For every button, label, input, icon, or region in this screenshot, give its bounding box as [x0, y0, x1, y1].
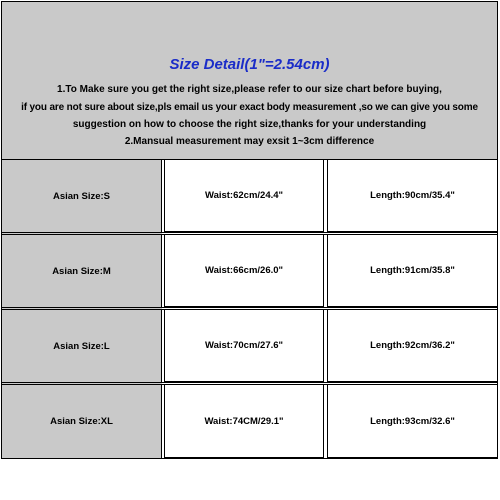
size-chart-header: [2, 2, 497, 160]
size-row: [2, 385, 497, 458]
size-note-line-4: 2.Mansual measurement may exsit 1~3cm difference: [124, 136, 375, 147]
length-cell: Length:93cm/32.6": [327, 385, 497, 458]
size-label-cell: Asian Size:L: [2, 310, 162, 382]
size-label-cell: Asian Size:XL: [2, 385, 162, 458]
size-chart-title: Size Detail(1"=2.54cm): [169, 56, 330, 73]
size-note-line-1: 1.To Make sure you get the right size,please refer to our size chart before buying,: [57, 84, 442, 95]
size-row: [2, 160, 497, 232]
waist-cell: Waist:66cm/26.0": [164, 235, 324, 307]
size-note-line-2: if you are not sure about size,pls email us your exact body measurement ,so we can give you some: [21, 102, 478, 113]
length-cell: Length:91cm/35.8": [327, 235, 497, 307]
size-label-cell: Asian Size:M: [2, 235, 162, 307]
waist-cell: Waist:70cm/27.6": [164, 310, 324, 382]
waist-cell: Waist:74CM/29.1": [164, 385, 324, 458]
length-cell: Length:90cm/35.4": [327, 160, 497, 232]
size-note-line-3: suggestion on how to choose the right size,thanks for your understanding: [72, 119, 427, 130]
waist-cell: Waist:62cm/24.4": [164, 160, 324, 232]
size-row: [2, 310, 497, 382]
size-label-cell: Asian Size:S: [2, 160, 162, 232]
length-cell: Length:92cm/36.2": [327, 310, 497, 382]
size-row: [2, 235, 497, 307]
size-chart: [1, 1, 498, 459]
